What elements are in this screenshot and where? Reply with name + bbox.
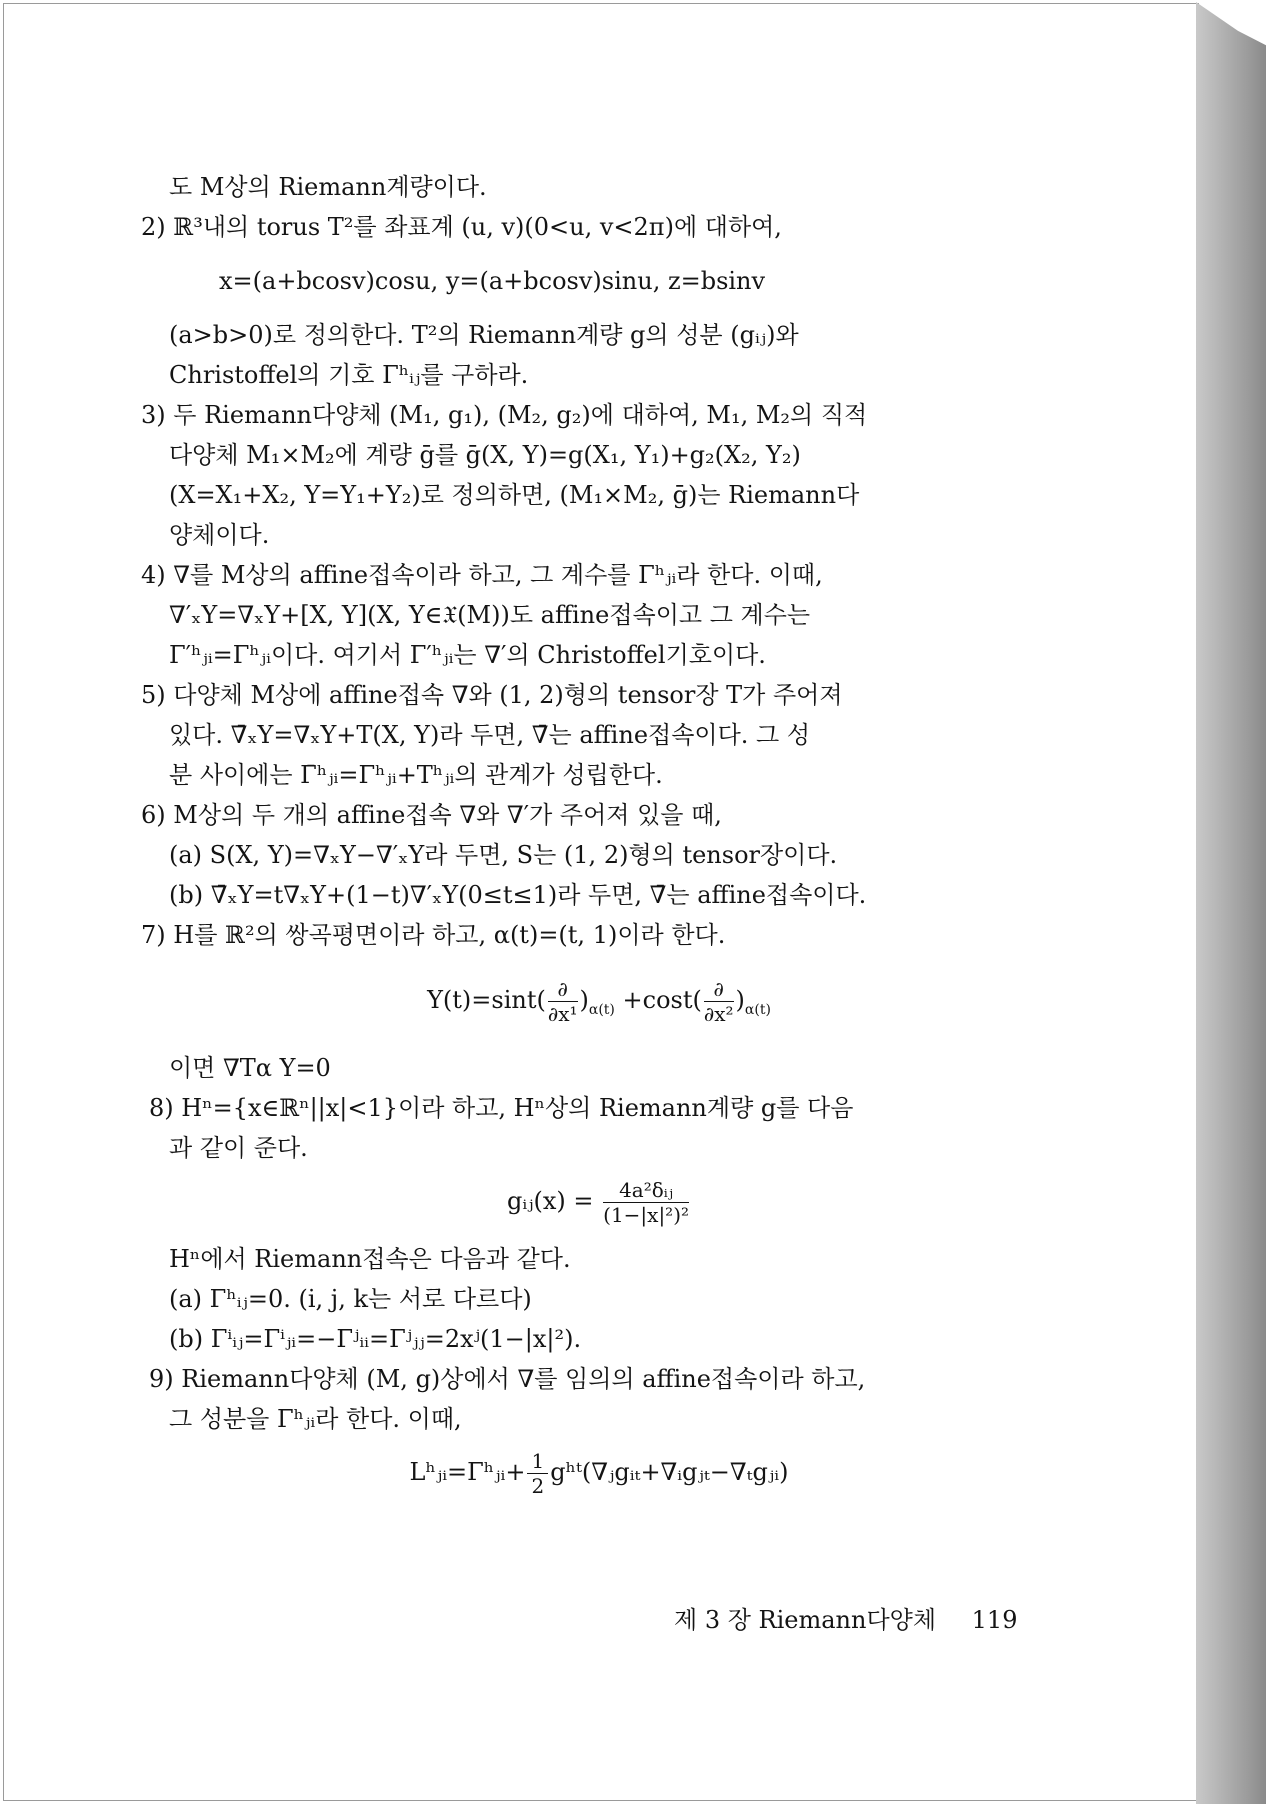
equation-metric xyxy=(169,1178,1029,1227)
text-line: 분 사이에는 Γ̄ʰⱼᵢ=Γʰⱼᵢ+Tʰⱼᵢ의 관계가 성립한다. xyxy=(169,761,663,789)
numerator: 1 xyxy=(527,1449,548,1474)
page-body xyxy=(141,167,1029,1508)
equation-torus: x=(a+bcosv)cosu, y=(a+bcosv)sinu, z=bsinv xyxy=(219,267,766,295)
eq2-subscript: α(t) xyxy=(744,1001,771,1018)
denominator: (1−|x|²)² xyxy=(603,1202,690,1227)
text-line: 그 성분을 Γʰⱼᵢ라 한다. 이때, xyxy=(169,1404,462,1433)
numerator: 4a²δᵢⱼ xyxy=(603,1178,689,1203)
eq4-rhs: gʰᵗ(∇ⱼgᵢₜ+∇ᵢgⱼₜ−∇ₜgⱼᵢ) xyxy=(550,1457,789,1486)
sub-item-b: (b) Γⁱᵢⱼ=Γⁱⱼᵢ=−Γʲᵢᵢ=Γʲⱼⱼ=2xʲ(1−|x|²). xyxy=(169,1324,582,1353)
denominator: ∂x² xyxy=(703,1002,734,1026)
eq3-lhs: gᵢⱼ(x) = xyxy=(506,1186,594,1215)
eq2-lhs: Y(t)=sint xyxy=(427,986,537,1014)
fraction xyxy=(603,1178,689,1227)
denominator: ∂x¹ xyxy=(547,1002,578,1026)
fraction xyxy=(527,1449,548,1498)
numerator: ∂ xyxy=(548,977,578,1002)
text-line: ∇′ₓY=∇ₓY+[X, Y](X, Y∈𝔛(M))도 affine접속이고 그 계수는 xyxy=(169,601,811,629)
problem-8: 8) Hⁿ={x∈ℝⁿ||x|<1}이라 하고, Hⁿ상의 Riemann계량 g를 다음 xyxy=(149,1093,854,1122)
equation-connection xyxy=(169,1449,1029,1498)
text-line: 양체이다. xyxy=(169,521,270,549)
problem-4: 4) ∇를 M상의 affine접속이라 하고, 그 계수를 Γʰⱼᵢ라 한다. 이때, xyxy=(141,561,823,589)
text-line: (X=X₁+X₂, Y=Y₁+Y₂)로 정의하면, (M₁×M₂, ḡ)는 Riemann다 xyxy=(169,481,860,509)
problem-9: 9) Riemann다양체 (M, g)상에서 ∇를 임의의 affine접속이라 하고, xyxy=(149,1364,866,1393)
chapter-title: 제 3 장 Riemann다양체 xyxy=(674,1606,937,1634)
sub-item-a: (a) S(X, Y)=∇ₓY−∇′ₓY라 두면, S는 (1, 2)형의 tensor장이다. xyxy=(169,841,838,869)
text-line: (a>b>0)로 정의한다. T²의 Riemann계량 g의 성분 (gᵢⱼ)와 xyxy=(169,321,799,349)
text-line: 이면 ∇Tα Y=0 xyxy=(169,1053,331,1082)
text-line: Christoffel의 기호 Γʰᵢⱼ를 구하라. xyxy=(169,361,529,389)
fraction xyxy=(704,977,734,1026)
eq4-lhs: Lʰⱼᵢ=Γʰⱼᵢ+ xyxy=(409,1457,526,1486)
problem-5: 5) 다양체 M상에 affine접속 ∇와 (1, 2)형의 tensor장 T가 주어져 xyxy=(141,681,843,709)
numerator: ∂ xyxy=(704,977,734,1002)
problem-3: 3) 두 Riemann다양체 (M₁, g₁), (M₂, g₂)에 대하여, M₁, M₂의 직적 xyxy=(141,401,868,429)
text-line: 도 M상의 Riemann계량이다. xyxy=(169,173,487,201)
text-line: 있다. ∇̄ₓY=∇ₓY+T(X, Y)라 두면, ∇̄는 affine접속이다. 그 성 xyxy=(169,721,811,749)
page-footer xyxy=(674,1600,1017,1635)
text-line: Hⁿ에서 Riemann접속은 다음과 같다. xyxy=(169,1244,571,1273)
page-number: 119 xyxy=(971,1606,1018,1634)
equation-vector-field: Y(t)=sint( $\frac{\partial}{\text{∂x¹}}$ )$_{\alpha(t)} +\cos t$( $\frac{\partial}{\text{∂x²}}$ )$_{\alpha(t)}$ xyxy=(427,977,771,1026)
eq2-subscript: α(t) xyxy=(588,1001,615,1018)
problem-2: 2) ℝ³내의 torus T²를 좌표계 (u, v)(0<u, v<2π)에 대하여, xyxy=(141,213,782,241)
book-spine-edge xyxy=(1196,2,1266,1804)
problem-6: 6) M상의 두 개의 affine접속 ∇와 ∇′가 주어져 있을 때, xyxy=(141,801,722,829)
text-line: Γ′ʰⱼᵢ=Γʰⱼᵢ이다. 여기서 Γ′ʰⱼᵢ는 ∇′의 Christoffel기호이다. xyxy=(169,641,766,669)
text-line: 과 같이 준다. xyxy=(169,1133,308,1162)
book-page xyxy=(3,3,1199,1801)
fraction xyxy=(548,977,578,1026)
eq2-mid: +cost xyxy=(622,986,693,1014)
sub-item-b: (b) ∇̄ₓY=t∇ₓY+(1−t)∇′ₓY(0≤t≤1)라 두면, ∇̄는 affine접속이다. xyxy=(169,881,867,909)
sub-item-a: (a) Γʰᵢⱼ=0. (i, j, k는 서로 다르다) xyxy=(169,1284,532,1313)
problem-7: 7) H를 ℝ²의 쌍곡평면이라 하고, α(t)=(t, 1)이라 한다. xyxy=(141,921,726,949)
denominator: 2 xyxy=(531,1473,545,1498)
text-line: 다양체 M₁×M₂에 계량 ḡ를 ḡ(X, Y)=g(X₁, Y₁)+g₂(X₂, Y₂) xyxy=(169,441,801,469)
